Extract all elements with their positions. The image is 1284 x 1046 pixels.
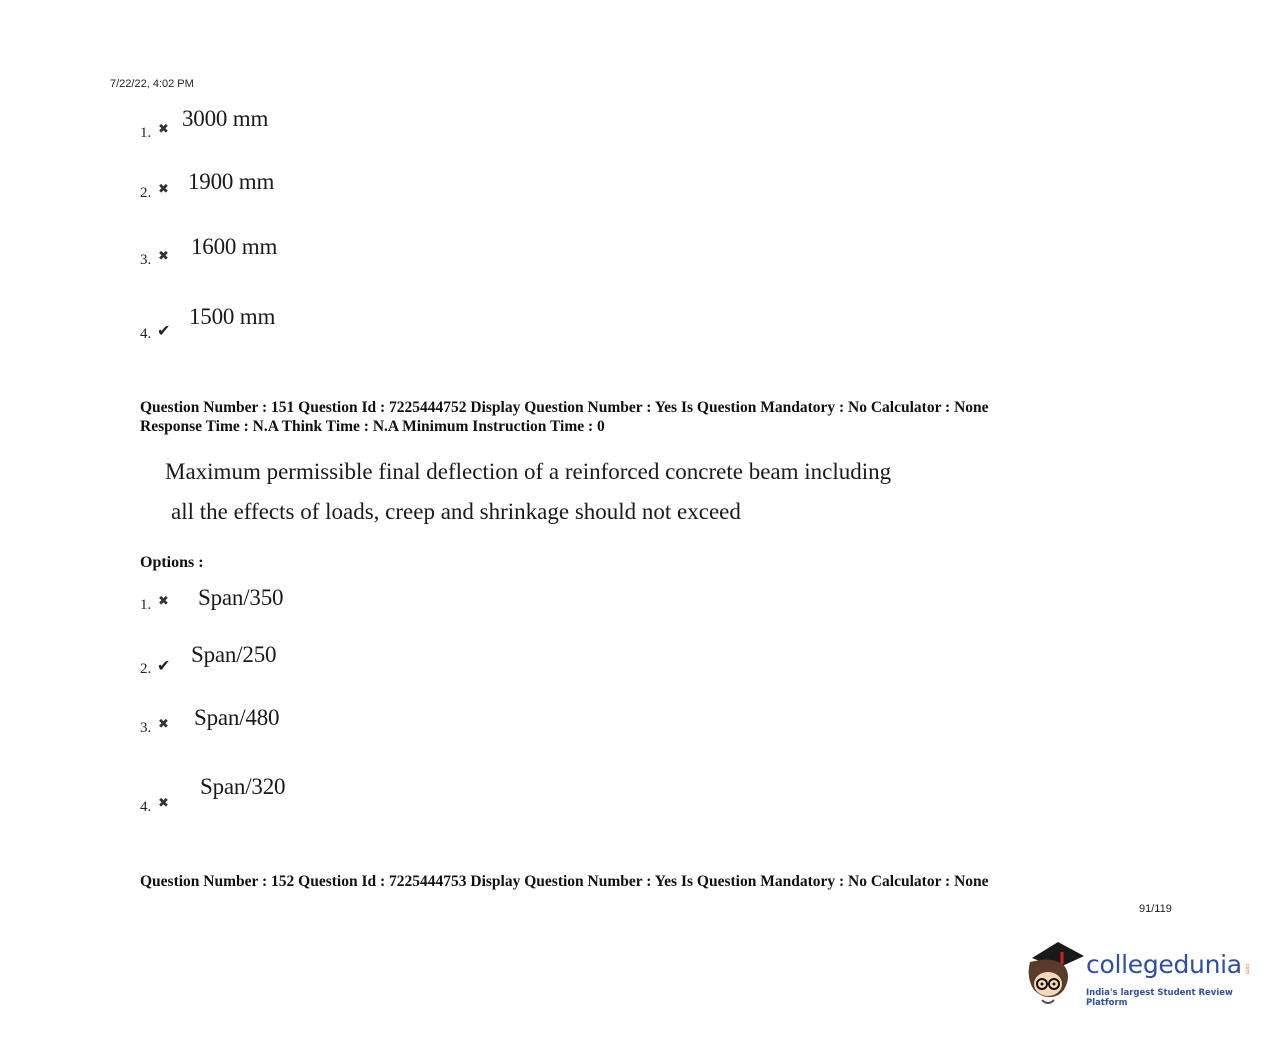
question-151-meta-line2: Response Time : N.A Think Time : N.A Minimum Instruction Time : 0 bbox=[140, 418, 605, 435]
cross-icon: ✖ bbox=[158, 594, 169, 609]
cross-icon: ✖ bbox=[158, 182, 169, 197]
option-text: 1500 mm bbox=[189, 304, 276, 329]
check-icon: ✔ bbox=[157, 656, 171, 675]
option-text: Span/250 bbox=[191, 642, 277, 667]
option-number: 2. bbox=[140, 661, 152, 677]
question-151-text-line1: Maximum permissible final deflection of a reinforced concrete beam including bbox=[165, 459, 892, 484]
cross-icon: ✖ bbox=[158, 122, 169, 137]
option-text: Span/320 bbox=[200, 774, 286, 799]
logo-wordmark: collegedunia bbox=[1086, 950, 1242, 979]
logo-suffix: .com bbox=[1244, 962, 1250, 975]
option-number: 3. bbox=[140, 252, 152, 268]
page-number: 91/119 bbox=[1139, 903, 1172, 915]
option-number: 1. bbox=[140, 597, 152, 613]
question-152-meta-line1: Question Number : 152 Question Id : 7225444753 Display Question Number : Yes Is Question Mandatory : No Calculator : None bbox=[140, 873, 989, 890]
question-151-meta-line1: Question Number : 151 Question Id : 7225444752 Display Question Number : Yes Is Question Mandatory : No Calculator : None bbox=[140, 399, 989, 416]
option-text: Span/350 bbox=[198, 585, 284, 610]
collegedunia-logo[interactable] bbox=[1022, 938, 1262, 1010]
cross-icon: ✖ bbox=[158, 717, 169, 732]
option-text: 3000 mm bbox=[182, 106, 269, 131]
option-number: 3. bbox=[140, 720, 152, 736]
options-label: Options : bbox=[140, 554, 204, 571]
cross-icon: ✖ bbox=[158, 249, 169, 264]
option-text: 1900 mm bbox=[188, 169, 275, 194]
option-number: 1. bbox=[140, 125, 152, 141]
logo-tagline: India's largest Student Review Platform bbox=[1086, 988, 1233, 1008]
check-icon: ✔ bbox=[157, 321, 171, 340]
option-text: Span/480 bbox=[194, 705, 280, 730]
option-number: 4. bbox=[140, 326, 152, 342]
option-number: 2. bbox=[140, 185, 152, 201]
cross-icon: ✖ bbox=[158, 796, 169, 811]
option-number: 4. bbox=[140, 799, 152, 815]
page-header-timestamp: 7/22/22, 4:02 PM bbox=[110, 78, 194, 90]
option-text: 1600 mm bbox=[191, 234, 278, 259]
student-mascot-icon bbox=[1022, 938, 1084, 1010]
question-151-text-line2: all the effects of loads, creep and shrinkage should not exceed bbox=[171, 499, 741, 524]
